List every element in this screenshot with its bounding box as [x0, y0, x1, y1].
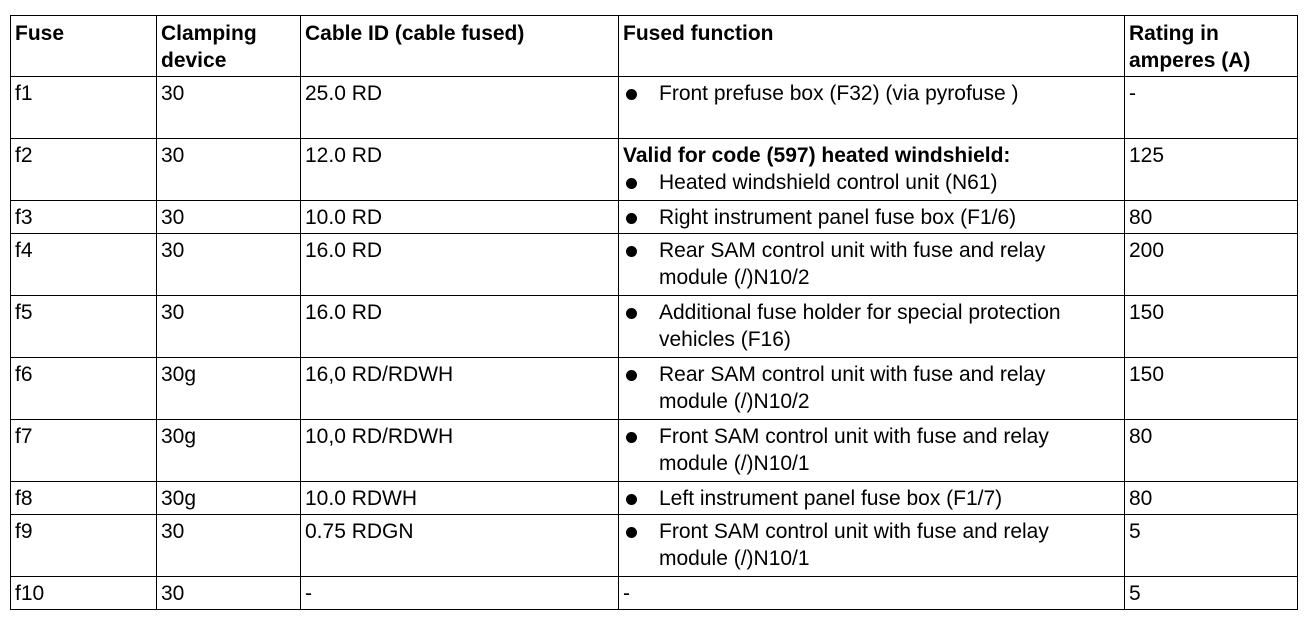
cell-cable-id: 10.0 RDWH — [301, 482, 619, 515]
header-rating: Rating in amperes (A) — [1125, 16, 1298, 77]
cell-rating: 150 — [1125, 296, 1298, 358]
cell-fused-function — [619, 201, 1125, 234]
cell-fuse: f1 — [11, 77, 157, 139]
table-row — [11, 358, 1298, 420]
cell-fuse: f7 — [11, 420, 157, 482]
cell-fuse: f3 — [11, 201, 157, 234]
function-bullet-item — [623, 80, 1120, 107]
cell-cable-id: 16.0 RD — [301, 234, 619, 296]
cell-clamping-device: 30 — [157, 296, 301, 358]
cell-fuse: f4 — [11, 234, 157, 296]
function-bullet-item — [623, 237, 1120, 291]
function-bullet-item — [623, 204, 1120, 231]
bullet-icon — [623, 237, 659, 291]
bullet-icon — [623, 361, 659, 415]
cell-cable-id: 10.0 RD — [301, 201, 619, 234]
cell-clamping-device: 30 — [157, 515, 301, 577]
function-bullet-item — [623, 518, 1120, 572]
cell-fused-function — [619, 577, 1125, 610]
table-row — [11, 77, 1298, 139]
cell-fused-function — [619, 139, 1125, 201]
cell-clamping-device: 30g — [157, 482, 301, 515]
header-row — [11, 16, 1298, 77]
cell-fused-function — [619, 482, 1125, 515]
bullet-icon — [623, 80, 659, 107]
header-fused-function: Fused function — [619, 16, 1125, 77]
function-text: Rear SAM control unit with fuse and relay module (/)N10/2 — [659, 363, 1046, 413]
header-clamping-device: Clamping device — [157, 16, 301, 77]
table-row — [11, 420, 1298, 482]
cell-cable-id: 0.75 RDGN — [301, 515, 619, 577]
bullet-icon — [623, 518, 659, 572]
table-row — [11, 577, 1298, 610]
cell-fuse: f10 — [11, 577, 157, 610]
table-row — [11, 482, 1298, 515]
cell-fuse: f2 — [11, 139, 157, 201]
bullet-icon — [623, 204, 659, 231]
cell-fuse: f5 — [11, 296, 157, 358]
cell-clamping-device: 30g — [157, 358, 301, 420]
cell-clamping-device: 30 — [157, 77, 301, 139]
cell-fused-function — [619, 296, 1125, 358]
bullet-icon — [623, 299, 659, 353]
function-text: Heated windshield control unit (N61) — [659, 171, 998, 194]
cell-cable-id: 12.0 RD — [301, 139, 619, 201]
table-row — [11, 515, 1298, 577]
cell-fused-function — [619, 515, 1125, 577]
function-text: Right instrument panel fuse box (F1/6) — [659, 206, 1017, 229]
cell-rating: 80 — [1125, 482, 1298, 515]
bullet-icon — [623, 169, 659, 196]
cell-rating: 200 — [1125, 234, 1298, 296]
function-bullet-item — [623, 299, 1120, 353]
table-row — [11, 234, 1298, 296]
function-text: Rear SAM control unit with fuse and relay module (/)N10/2 — [659, 239, 1046, 289]
table-row — [11, 201, 1298, 234]
bullet-icon — [623, 423, 659, 477]
cell-cable-id: 25.0 RD — [301, 77, 619, 139]
cell-rating: 5 — [1125, 577, 1298, 610]
fuse-table — [10, 15, 1298, 610]
cell-cable-id: 16.0 RD — [301, 296, 619, 358]
cell-fused-function — [619, 420, 1125, 482]
cell-fused-function — [619, 234, 1125, 296]
function-bullet-item — [623, 169, 1120, 196]
cell-rating: 80 — [1125, 420, 1298, 482]
function-bullet-item — [623, 361, 1120, 415]
header-fuse: Fuse — [11, 16, 157, 77]
function-text: Additional fuse holder for special protection vehicles (F16) — [659, 301, 1061, 351]
cell-clamping-device: 30 — [157, 234, 301, 296]
header-cable-id: Cable ID (cable fused) — [301, 16, 619, 77]
function-bullet-item — [623, 485, 1120, 512]
table-body — [11, 77, 1298, 610]
cell-rating: 5 — [1125, 515, 1298, 577]
function-qualifier: Valid for code (597) heated windshield: — [623, 144, 1011, 167]
cell-cable-id: 16,0 RD/RDWH — [301, 358, 619, 420]
cell-fuse: f6 — [11, 358, 157, 420]
cell-rating: - — [1125, 77, 1298, 139]
cell-rating: 80 — [1125, 201, 1298, 234]
cell-clamping-device: 30 — [157, 577, 301, 610]
bullet-icon — [623, 485, 659, 512]
cell-cable-id: 10,0 RD/RDWH — [301, 420, 619, 482]
function-text: Left instrument panel fuse box (F1/7) — [659, 487, 1003, 510]
cell-clamping-device: 30 — [157, 201, 301, 234]
cell-cable-id: - — [301, 577, 619, 610]
cell-fused-function — [619, 77, 1125, 139]
table-row — [11, 296, 1298, 358]
function-text: Front SAM control unit with fuse and relay module (/)N10/1 — [659, 425, 1049, 475]
cell-fuse: f8 — [11, 482, 157, 515]
function-text: Front SAM control unit with fuse and relay module (/)N10/1 — [659, 520, 1049, 570]
cell-rating: 150 — [1125, 358, 1298, 420]
cell-fuse: f9 — [11, 515, 157, 577]
cell-clamping-device: 30 — [157, 139, 301, 201]
table-row — [11, 139, 1298, 201]
cell-clamping-device: 30g — [157, 420, 301, 482]
function-bullet-item — [623, 423, 1120, 477]
function-text: - — [623, 582, 630, 605]
cell-fused-function — [619, 358, 1125, 420]
cell-rating: 125 — [1125, 139, 1298, 201]
function-text: Front prefuse box (F32) (via pyrofuse ) — [659, 82, 1019, 105]
